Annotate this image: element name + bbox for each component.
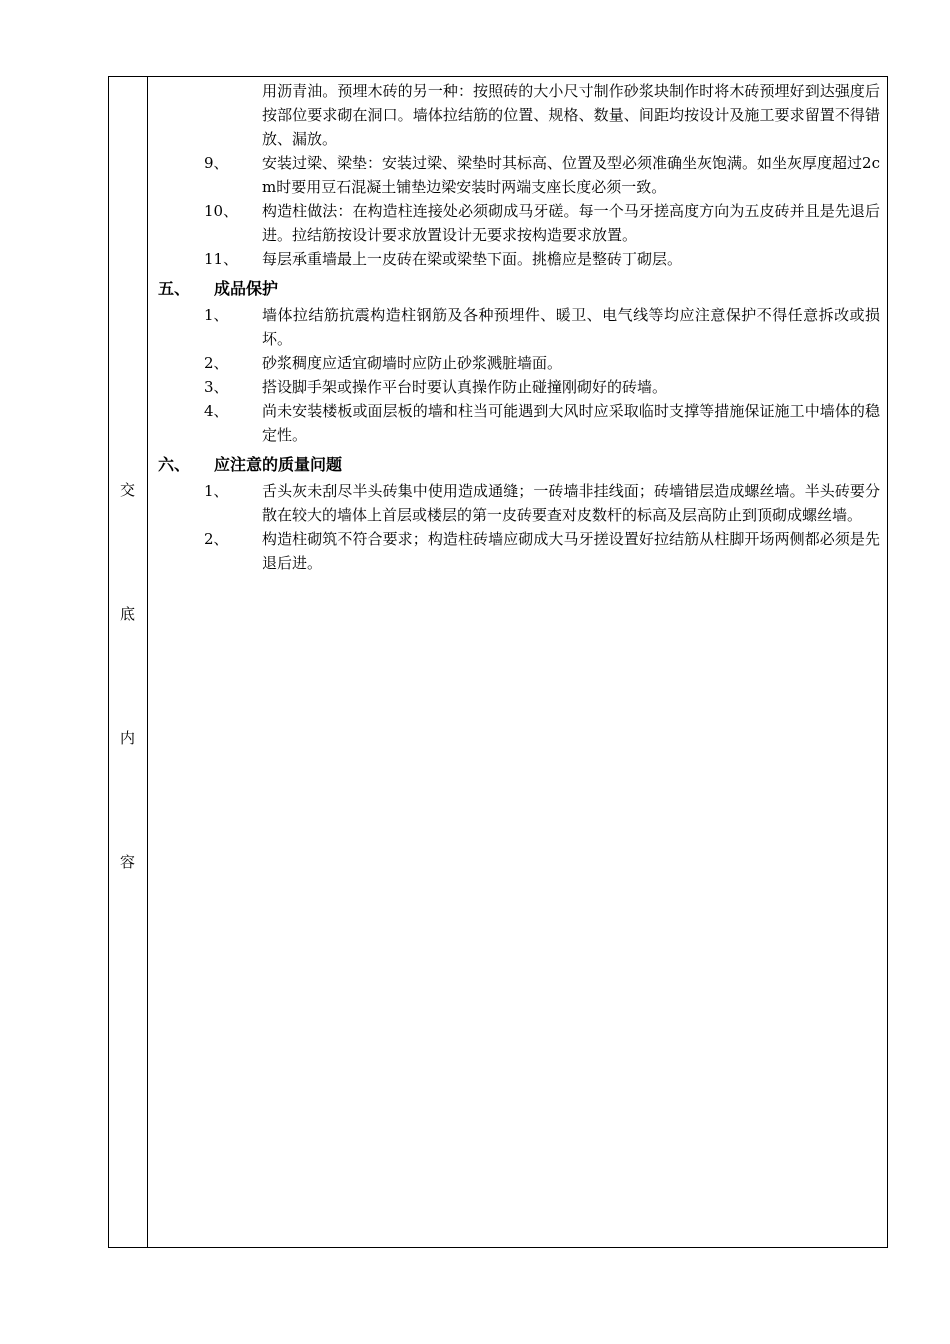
- list-item: [148, 199, 888, 247]
- list-item: [148, 399, 888, 447]
- section-title: 应注意的质量问题: [214, 455, 343, 474]
- side-label-char-2: 底: [119, 605, 135, 623]
- side-label-char-1: 交: [119, 481, 135, 499]
- list-item: [148, 303, 888, 351]
- item-number: 9、: [204, 154, 229, 172]
- section-heading-6: [148, 453, 888, 477]
- item-number: 2、: [204, 530, 229, 548]
- item-number: 10、: [204, 202, 239, 220]
- list-item: [148, 247, 888, 271]
- item-text: 安装过梁、梁垫：安装过梁、梁垫时其标高、位置及型必须准确坐灰饱满。如坐灰厚度超过2cm时要用豆石混凝土铺垫边梁安装时两端支座长度必须一致。: [262, 154, 880, 196]
- item-text: 构造柱做法：在构造柱连接处必须砌成马牙磋。每一个马牙搓高度方向为五皮砖并且是先退后进。拉结筋按设计要求放置设计无要求按构造要求放置。: [262, 202, 880, 244]
- item-text: 墙体拉结筋抗震构造柱钢筋及各种预埋件、暖卫、电气线等均应注意保护不得任意拆改或损坏。: [262, 306, 880, 348]
- item-text: 每层承重墙最上一皮砖在梁或梁垫下面。挑檐应是整砖丁砌层。: [262, 250, 683, 268]
- item-number: 11、: [204, 250, 239, 268]
- side-label-char-3: 内: [119, 729, 135, 747]
- item-number: 1、: [204, 306, 229, 324]
- content-area: [148, 76, 888, 575]
- item-number: 2、: [204, 354, 229, 372]
- list-item: [148, 527, 888, 575]
- item-number: 4、: [204, 402, 229, 420]
- list-item: [148, 479, 888, 527]
- section-number: 六、: [158, 455, 191, 474]
- item-number: 3、: [204, 378, 229, 396]
- list-item: [148, 375, 888, 399]
- item-text: 尚未安装楼板或面层板的墙和柱当可能遇到大风时应采取临时支撑等措施保证施工中墙体的稳定性。: [262, 402, 880, 444]
- list-item: [148, 151, 888, 199]
- item-text: 搭设脚手架或操作平台时要认真操作防止碰撞刚砌好的砖墙。: [262, 378, 668, 396]
- item-number: 1、: [204, 482, 229, 500]
- section-title: 成品保护: [214, 279, 279, 298]
- side-label-char-4: 容: [119, 853, 135, 871]
- item-text: 舌头灰未刮尽半头砖集中使用造成通缝；一砖墙非挂线面；砖墙错层造成螺丝墙。半头砖要分散在较大的墙体上首层或楼层的第一皮砖要查对皮数杆的标高及层高防止到顶砌成螺丝墙。: [262, 482, 880, 524]
- continued-text: 用沥青油。预埋木砖的另一种：按照砖的大小尺寸制作砂浆块制作时将木砖预埋好到达强度后按部位要求砌在洞口。墙体拉结筋的位置、规格、数量、间距均按设计及施工要求留置不得错放、漏放。: [262, 82, 880, 148]
- item-text: 构造柱砌筑不符合要求；构造柱砖墙应砌成大马牙搓设置好拉结筋从柱脚开场两侧都必须是先退后进。: [262, 530, 880, 572]
- item-text: 砂浆稠度应适宜砌墙时应防止砂浆溅脏墙面。: [262, 354, 563, 372]
- section-heading-5: [148, 277, 888, 301]
- continued-paragraph: [148, 76, 888, 151]
- list-item: [148, 351, 888, 375]
- section-number: 五、: [158, 279, 191, 298]
